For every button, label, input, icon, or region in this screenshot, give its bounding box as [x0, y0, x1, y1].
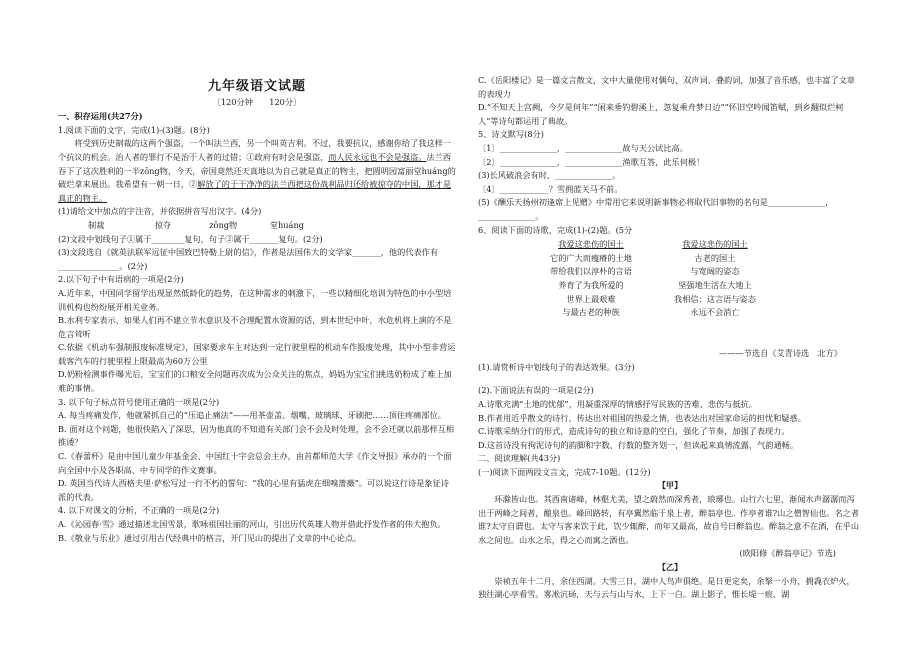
word-item: 制裁: [88, 219, 105, 230]
question-3-option-c: C.《春蕾杯》是由中国儿童少年基金会、中国红十字会总会主办，由首都师范大学《作文导报》承办的一个面向全国中小及各职高、中专同学的作文赛事。: [58, 451, 452, 475]
question-6-sub-1: (1).请赏析诗中划线句子的表达效果。(3分): [478, 361, 635, 372]
poem-line: 与最古老的种族: [562, 307, 620, 318]
word-list: [58, 219, 456, 233]
exam-subtitle: 〔120分钟 120分〕: [212, 96, 302, 107]
question-5-heading: 5、诗文默写(8分): [478, 129, 544, 140]
question-2-option-d: D.奶粉检测事件曝光后，宝宝们的口粮安全问题再次成为公众关注的焦点，妈妈为宝宝们挑选奶粉成了难上加难的事情。: [58, 369, 452, 394]
question-2-option-c: C.依据《机动车强制报废标准规定》，国家要求车主对达到一定行驶里程的机动车作报废处理，其中小型非营运载客汽车的行驶里程上限最高为60万公里: [58, 342, 456, 366]
question-4-heading: 4. 以下对课文的分析，不正确的一项是(2分): [58, 505, 220, 516]
poem-line: 带给我们以淳朴的言语: [550, 266, 632, 277]
question-2-heading: 2.以下句子中有语病的一项是(2分): [58, 274, 184, 285]
question-5-item-1: 〔1〕______________，______________故与天公试比高。: [478, 142, 688, 153]
poem-line: 古老的国土: [694, 252, 736, 263]
poem-line: 世界上最艰难: [566, 293, 616, 304]
question-6-heading: 6、阅读下面的诗歌，完成(1)-(2)题。(5分: [478, 224, 633, 235]
underlined-sentence-1: 而人民永远也不会是强盗。: [328, 151, 427, 162]
poem-column-right: [674, 238, 756, 320]
passage-text: 将受到历史制裁的这两个强盗，一个叫法兰西，另一个叫英吉利。不过，我要抗议，感谢你给了我这样一个抗议的机会。治人者的罪行不是治于人者的过错；①政府有时会是强盗，: [58, 138, 452, 162]
question-3-heading: 3. 以下句子标点符号使用正确的一项是(2分): [58, 396, 220, 407]
question-4-option-c: C.《岳阳楼记》是一篇文言散文，文中大量使用对偶句、双声词、叠韵词，加强了音乐感，也丰富了文章的表现力: [478, 75, 856, 99]
passage-label-yi: 【乙】: [657, 562, 683, 573]
question-5-item-5: (5)《酬乐天扬州初逢席上见赠》中常用它来说明新事物必将取代旧事物的名句是______________，______________。: [478, 197, 834, 221]
question-1-sub-3: (3)文段选自《就英法联军远征中国致巴特勒上尉的信》，作者是法国伟大的文学家_______，他的代表作有_______________。(2分): [58, 247, 439, 271]
question-2-option-a: A.近年来，中国同学留学出现显然低龄化的趋势，在这种需求的刺激下，一些以精细化培训为特色的中小型培训机构也纷纷展开相关业务。: [58, 287, 452, 312]
question-4-option-d: D.“不知天上宫阙，今夕是何年”“闲来垂钓碧溪上，忽复乘舟梦日边”“怀旧空吟闻笛赋，到乡翻似烂柯人”等诗句都运用了典故。: [478, 102, 844, 126]
word-item: zōng物: [209, 219, 238, 230]
poem-line: 我爱这悲伤的国土: [558, 239, 624, 250]
passage-yi: 崇祯五年十二月，余住西湖。大雪三日，湖中人鸟声俱绝。是日更定矣，余拏一小舟，拥毳衣炉火，独往湖心亭看雪。雾凇沆砀，天与云与山与水，上下一白。湖上影子，惟长堤一痕、湖: [478, 575, 855, 600]
passage-jia: 环滁皆山也。其西南诸峰，林壑尤美，望之蔚然而深秀者，琅琊也。山行六七里，渐闻水声潺潺而泻出于两峰之间者，酿泉也。峰回路转，有亭翼然临于泉上者，醉翁亭也。作亭者谁?山之僧智仙也。名之者谁?太守自谓也。太守与客来饮于此，饮少辄醉，而年又最高，故自号曰醉翁也。醉翁之意不在酒，在乎山水之间也。山水之乐，得之心而寓之酒也。: [478, 494, 860, 545]
section-heading: 一、积存运用(共27分): [58, 111, 143, 122]
passage-jia-source: (欧阳修《醉翁亭记》节选): [739, 548, 836, 559]
question-7-heading: (一)阅读下面两段文言文，完成7-10题。(12分): [478, 466, 651, 477]
question-6-sub-2: (2).下面说法有误的一项是(2分): [478, 385, 594, 396]
poem-line: 坚强地生活在大地上: [678, 279, 752, 290]
question-6-option-b: B.作者用近乎散文的诗行，传达出对祖国的热爱之情，也表达出对国家命运的担忧和疑惑。: [478, 412, 806, 423]
poem-source: ———节选自《艾青诗选 北方》: [719, 348, 842, 359]
question-6-option-d: D.这首诗没有拘泥诗句的韵脚和字数、行数的整齐划一，但读起来真情流露，气韵通畅。: [478, 439, 799, 450]
question-2-option-b: B.水利专家表示，如果人们再不建立节水意识及不合理配置水资源的话，到本世纪中叶，水危机将上演的不是危言耸听: [58, 315, 452, 339]
question-1-sub-2: (2)文段中划线句子①属于________复句，句子②属于_______复句。(2分): [58, 233, 323, 244]
poem-line: 它的广大而瘦瘠的土地: [550, 252, 632, 263]
poem-block: [478, 238, 862, 346]
word-item: 掠夺: [154, 219, 171, 230]
passage-text: 法兰西吞下了这次胜利的一半zōng物，今天，帝国竟然还天真地以为自己就是真正的物主，把圆明园富丽堂huáng的破烂拿来展出。我希望有一朝一日，②: [58, 151, 456, 190]
question-1-heading: 1.阅读下面的文字，完成(1)-(3)题。(8分): [58, 124, 210, 135]
question-5-item-2: 〔2〕______________，______________渔歌互答，此乐何极！: [478, 156, 705, 167]
word-item: 堂huáng: [269, 219, 304, 230]
question-5-item-4: 〔4〕____________？雪拥蓝关马不前。: [478, 183, 623, 194]
left-column: [58, 80, 456, 545]
poem-line: 永远不会消亡: [690, 307, 740, 318]
passage-label-jia: 【甲】: [657, 480, 683, 491]
question-1-passage: [58, 137, 456, 205]
poem-line: 养育了为我所爱的: [558, 279, 624, 290]
exam-title: 九年级语文试题: [207, 79, 306, 94]
right-column: [478, 74, 862, 602]
poem-column-left: [550, 238, 632, 320]
question-3-option-d: D. 英国当代诗人西格夫里·萨松写过一行不朽的誓句：“我的心里有猛虎在细嗅蔷薇”。可以说这行诗是象征诗派的代表。: [58, 478, 449, 502]
question-4-option-a: A.《沁园春·雪》通过描述北国雪景，歌咏祖国壮丽的河山，引出历代英雄人物并借此抒发作者的伟大抱负。: [58, 519, 446, 529]
question-5-item-3: (3)长风破浪会有时，______________。: [478, 170, 621, 181]
poem-line: 我相信：这言语与姿态: [674, 293, 756, 304]
question-1-sub-1: (1)请给文中加点的字注音，并依据拼音写出汉字。(4分): [58, 206, 262, 217]
question-4-option-b: B.《敬业与乐业》通过引用古代经典中的格言，开门见山的提出了文章的中心论点。: [58, 532, 362, 543]
question-6-option-a: A.诗歌充满“土地的忧郁”，用凝重深厚的情感抒写民族的苦难、悲伤与抵抗。: [478, 398, 757, 409]
question-3-option-a: A. 每当疼痛发作，他就紧抓自己的“压追止痛法”——用茶壶盖、烟嘴、玻璃球、牙刷把……顶住疼痛部位。: [58, 410, 446, 421]
poem-line: 我爱这悲伤的国土: [682, 239, 748, 250]
underlined-sentence-2: 解放了的于干净净的法兰西把这份战利品归还给被掠夺的中国，那才是真正的物主。: [58, 179, 452, 203]
section-heading: 二、阅读理解(共43分): [478, 453, 561, 464]
question-3-option-b: B. 面对这个问题，他很快陷入了深思，因为他真的不知道有关部门会不会及时处理，会不会迁就以前那样互相推诿？: [58, 423, 455, 448]
question-6-option-c: C.诗歌采纳分行的形式，造成诗句的独立和诗意的空白，强化了节奏，加强了表现力。: [478, 426, 790, 437]
poem-line: 与宽阔的姿态: [690, 266, 740, 277]
